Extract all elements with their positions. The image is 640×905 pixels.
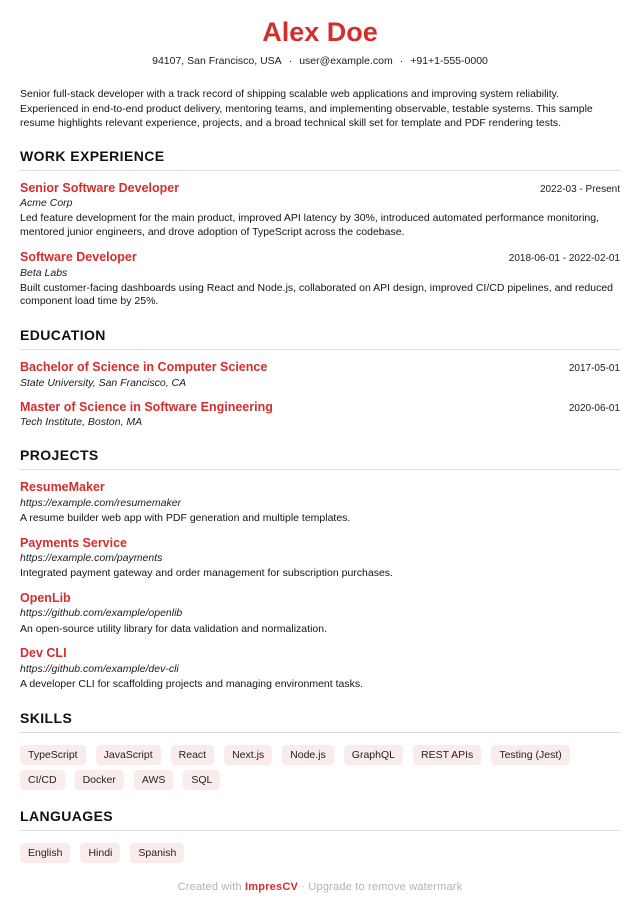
job-date: 2022-03 - Present [539, 183, 620, 195]
section-heading-education: EDUCATION [20, 327, 620, 350]
skill-chip: TypeScript [20, 745, 86, 765]
contact-phone: +91+1-555-0000 [410, 55, 488, 68]
company-name: Beta Labs [20, 266, 68, 279]
footer-separator: · [301, 881, 306, 893]
language-chip: Spanish [130, 843, 184, 863]
institution-name: Tech Institute, Boston, MA [20, 416, 143, 429]
project-description: A developer CLI for scaffolding projects and managing environment tasks. [20, 677, 364, 690]
degree-title: Master of Science in Software Engineering [20, 399, 273, 414]
work-item-head [20, 181, 620, 195]
job-description: Built customer-facing dashboards using React and Node.js, collaborated on API design, improved CI/CD pipelines, and reduced component load time by 25%. [20, 281, 614, 308]
section-education [20, 327, 620, 429]
skill-chip: SQL [183, 770, 220, 790]
work-item [20, 181, 620, 240]
job-date: 2018-06-01 - 2022-02-01 [508, 253, 620, 265]
section-heading-work: WORK EXPERIENCE [20, 148, 620, 171]
project-url[interactable]: https://example.com/payments [20, 552, 163, 565]
project-items [20, 480, 620, 691]
section-heading-languages: LANGUAGES [20, 808, 620, 831]
education-date: 2020-06-01 [568, 402, 620, 414]
skill-chip: JavaScript [96, 745, 161, 765]
skill-chip: React [171, 745, 214, 765]
footer-created-with: Created with [177, 881, 242, 893]
institution-name: State University, San Francisco, CA [20, 376, 187, 389]
language-chip: Hindi [80, 843, 120, 863]
watermark-footer [0, 881, 640, 893]
section-work-experience [20, 148, 620, 309]
company-name: Acme Corp [20, 197, 73, 210]
skill-chip: Docker [75, 770, 124, 790]
languages-chip-list [20, 843, 620, 863]
project-url[interactable]: https://github.com/example/openlib [20, 607, 183, 620]
education-item [20, 400, 620, 430]
project-item [20, 480, 620, 525]
project-item [20, 591, 620, 636]
work-items [20, 181, 620, 309]
job-title: Software Developer [20, 250, 137, 265]
project-item [20, 536, 620, 581]
section-languages [20, 808, 620, 863]
education-date: 2017-05-01 [568, 363, 620, 375]
job-title: Senior Software Developer [20, 180, 180, 195]
project-title: Dev CLI [20, 646, 67, 661]
job-description: Led feature development for the main product, improved API latency by 30%, introduced automated performance monitoring, mentored junior engineers, and drove adoption of TypeScript across the codebase. [20, 212, 599, 239]
section-skills [20, 710, 620, 790]
work-item [20, 250, 620, 309]
footer-upgrade-link[interactable]: Upgrade to remove watermark [308, 881, 463, 893]
work-item-head [20, 250, 620, 264]
skill-chip: AWS [134, 770, 174, 790]
project-description: Integrated payment gateway and order management for subscription purchases. [20, 567, 393, 580]
education-item [20, 360, 620, 390]
contact-email: user@example.com [299, 55, 393, 68]
contact-separator: · [399, 55, 404, 68]
skill-chip: REST APIs [413, 745, 481, 765]
project-title: OpenLib [20, 591, 71, 606]
project-description: An open-source utility library for data validation and normalization. [20, 622, 327, 635]
project-title: ResumeMaker [20, 480, 105, 495]
summary-paragraph: Senior full-stack developer with a track record of shipping scalable web applications and improving system reliability. Experienced in end-to-end product delivery, mentoring teams, and implementing observable, testable systems. This sample resume highlights relevant experience, projects, and a broad technical skill set for template and PDF rendering tests. [20, 88, 593, 129]
education-item-head [20, 360, 620, 374]
skill-chip: GraphQL [344, 745, 403, 765]
contact-location: 94107, San Francisco, USA [152, 55, 282, 68]
skill-chip: CI/CD [20, 770, 65, 790]
project-title: Payments Service [20, 535, 128, 550]
project-item [20, 646, 620, 691]
skills-chip-list [20, 745, 620, 790]
language-chip: English [20, 843, 70, 863]
project-url[interactable]: https://github.com/example/dev-cli [20, 662, 179, 675]
education-item-head [20, 400, 620, 414]
skill-chip: Testing (Jest) [491, 745, 569, 765]
skill-chip: Node.js [282, 745, 334, 765]
contact-separator: · [288, 55, 293, 68]
project-url[interactable]: https://example.com/resumemaker [20, 496, 182, 509]
contact-line [20, 55, 620, 67]
section-heading-projects: PROJECTS [20, 447, 620, 470]
education-items [20, 360, 620, 429]
candidate-name: Alex Doe [262, 17, 378, 47]
section-heading-skills: SKILLS [20, 710, 620, 733]
degree-title: Bachelor of Science in Computer Science [20, 360, 268, 375]
footer-brand-link[interactable]: ImpresCV [245, 881, 298, 893]
project-description: A resume builder web app with PDF generation and multiple templates. [20, 511, 351, 524]
skill-chip: Next.js [224, 745, 272, 765]
section-projects [20, 447, 620, 691]
